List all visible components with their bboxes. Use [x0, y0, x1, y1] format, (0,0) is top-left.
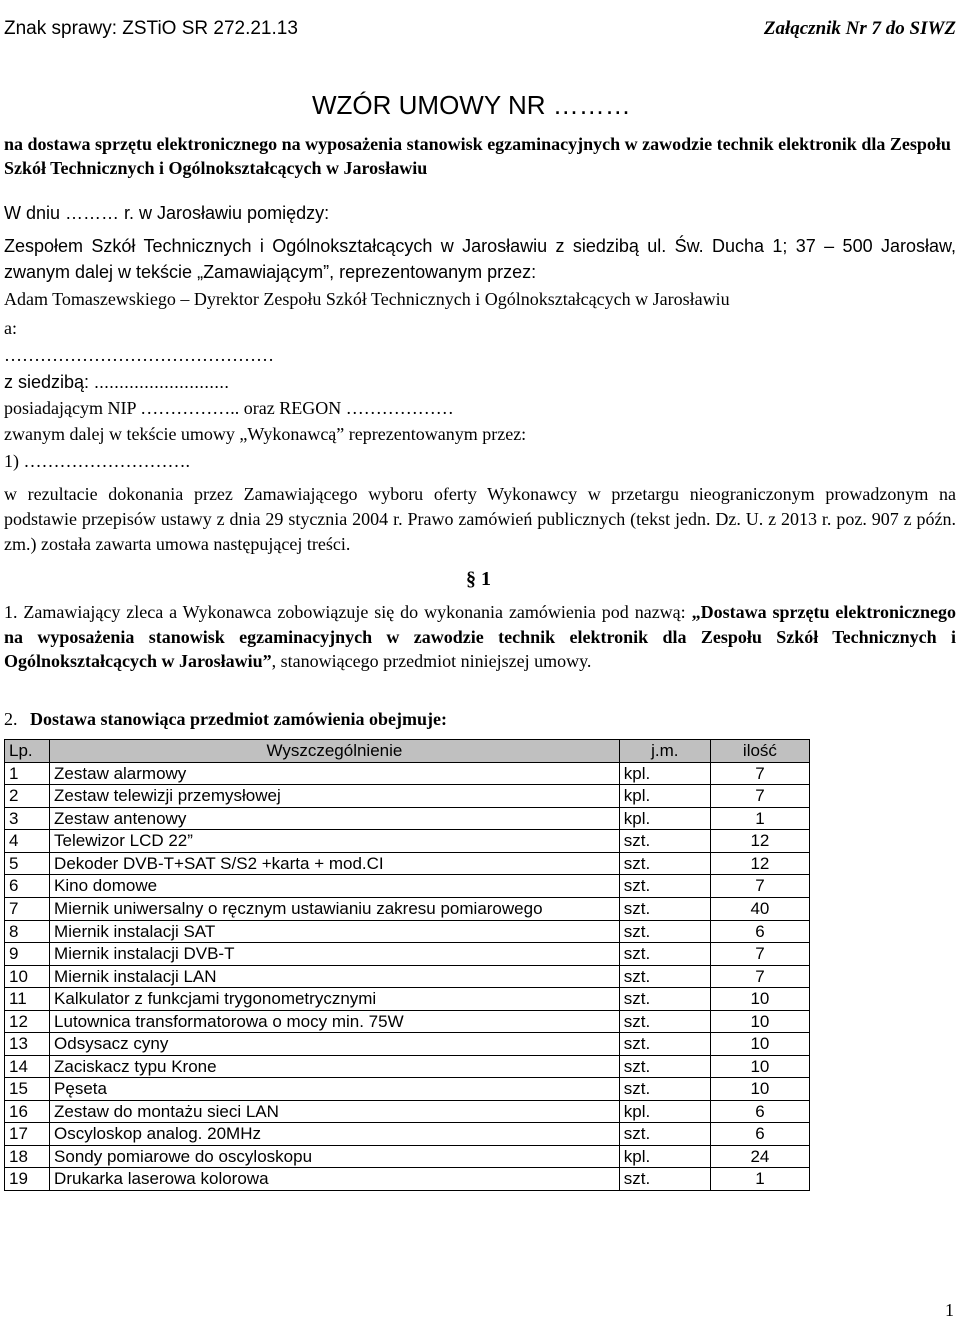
- cell-description: Zestaw antenowy: [50, 807, 620, 830]
- contractor-name-placeholder: ………………………………………: [4, 345, 274, 365]
- cell-unit: szt.: [619, 830, 710, 853]
- table-row: [5, 1100, 810, 1123]
- cell-quantity: 10: [710, 988, 809, 1011]
- cell-description: Lutownica transformatorowa o mocy min. 75W: [50, 1010, 620, 1033]
- cell-lp: 2: [5, 785, 50, 808]
- table-row: [5, 762, 810, 785]
- cell-unit: szt.: [619, 943, 710, 966]
- cell-lp: 18: [5, 1145, 50, 1168]
- table-row: [5, 1123, 810, 1146]
- cell-quantity: 7: [710, 965, 809, 988]
- cell-lp: 11: [5, 988, 50, 1011]
- and-label: a:: [4, 318, 17, 338]
- cell-quantity: 6: [710, 1100, 809, 1123]
- cell-unit: kpl.: [619, 807, 710, 830]
- party1-paragraph: Zespołem Szkół Technicznych i Ogólnokształcących w Jarosławiu z siedzibą ul. Św. Ducha 1; 37 – 500 Jarosław, zwanym dalej w tekście „Zamawiającym”, reprezentowanym przez:: [4, 236, 956, 282]
- cell-description: Kino domowe: [50, 875, 620, 898]
- cell-description: Kalkulator z funkcjami trygonometrycznymi: [50, 988, 620, 1011]
- table-row: [5, 785, 810, 808]
- cell-quantity: 10: [710, 1078, 809, 1101]
- header-description: Wyszczególnienie: [50, 740, 620, 763]
- point2-text: Dostawa stanowiąca przedmiot zamówienia obejmuje:: [30, 709, 447, 729]
- cell-quantity: 1: [710, 1168, 809, 1191]
- section-heading: § 1: [466, 568, 491, 590]
- cell-quantity: 10: [710, 1055, 809, 1078]
- cell-unit: szt.: [619, 988, 710, 1011]
- cell-lp: 14: [5, 1055, 50, 1078]
- table-row: [5, 1010, 810, 1033]
- cell-description: Sondy pomiarowe do oscyloskopu: [50, 1145, 620, 1168]
- cell-lp: 10: [5, 965, 50, 988]
- point1-order-name: „Dostawa sprzętu elektronicznego na wyposażenia stanowisk egzaminacyjnych w zawodzie technik elektronik dla Zespołu Szkół Technicznych i Ogólnokształcących w Jarosławiu”: [4, 602, 956, 671]
- cell-quantity: 7: [710, 943, 809, 966]
- cell-description: Miernik instalacji SAT: [50, 920, 620, 943]
- table-body: [5, 762, 810, 1190]
- case-number: Znak sprawy: ZSTiO SR 272.21.13: [4, 18, 298, 39]
- cell-unit: szt.: [619, 965, 710, 988]
- table-row: [5, 1078, 810, 1101]
- table-row: [5, 1055, 810, 1078]
- cell-unit: kpl.: [619, 785, 710, 808]
- cell-description: Odsysacz cyny: [50, 1033, 620, 1056]
- section1-point1: [4, 600, 956, 674]
- table-row: [5, 1033, 810, 1056]
- cell-description: Telewizor LCD 22”: [50, 830, 620, 853]
- cell-description: Miernik uniwersalny o ręcznym ustawianiu zakresu pomiarowego: [50, 897, 620, 920]
- cell-quantity: 40: [710, 897, 809, 920]
- table-header-row: [5, 740, 810, 763]
- result-paragraph: w rezultacie dokonania przez Zamawiającego wyboru oferty Wykonawcy w przetargu nieograniczonym prowadzonym na podstawie przepisów ustawy z dnia 29 stycznia 2004 r. Prawo zamówień publicznych (tekst jedn. Dz. U. z 2013 r. poz. 907 z późn. zm.) została zawarta umowa następującej treści.: [4, 484, 956, 554]
- table-row: [5, 897, 810, 920]
- cell-unit: szt.: [619, 897, 710, 920]
- header-lp: Lp.: [5, 740, 50, 763]
- representative-line: Adam Tomaszewskiego – Dyrektor Zespołu Szkół Technicznych i Ogólnokształcących w Jarosławiu: [4, 289, 730, 309]
- cell-unit: szt.: [619, 920, 710, 943]
- cell-unit: szt.: [619, 1055, 710, 1078]
- items-table: [4, 739, 810, 1191]
- cell-lp: 13: [5, 1033, 50, 1056]
- cell-lp: 9: [5, 943, 50, 966]
- cell-quantity: 7: [710, 875, 809, 898]
- document-title: WZÓR UMOWY NR ………: [312, 90, 631, 120]
- cell-unit: kpl.: [619, 1100, 710, 1123]
- cell-unit: szt.: [619, 1078, 710, 1101]
- cell-unit: szt.: [619, 1010, 710, 1033]
- contractor-rep-1: 1) ……………………….: [4, 451, 190, 471]
- page-number: 1: [945, 1300, 954, 1320]
- contract-subject: na dostawa sprzętu elektronicznego na wyposażenia stanowisk egzaminacyjnych w zawodzie technik elektronik dla Zespołu Szkół Technicznych i Ogólnokształcących w Jarosławiu: [4, 134, 951, 178]
- header-unit: j.m.: [619, 740, 710, 763]
- table-row: [5, 943, 810, 966]
- cell-lp: 15: [5, 1078, 50, 1101]
- cell-unit: szt.: [619, 1123, 710, 1146]
- cell-quantity: 24: [710, 1145, 809, 1168]
- header-quantity: ilość: [710, 740, 809, 763]
- cell-unit: kpl.: [619, 762, 710, 785]
- point1-lead: 1. Zamawiający zleca a Wykonawca zobowiązuje się do wykonania zamówienia pod nazwą:: [4, 602, 692, 622]
- cell-unit: szt.: [619, 1033, 710, 1056]
- cell-description: Zestaw telewizji przemysłowej: [50, 785, 620, 808]
- cell-description: Pęseta: [50, 1078, 620, 1101]
- cell-lp: 4: [5, 830, 50, 853]
- cell-quantity: 6: [710, 1123, 809, 1146]
- cell-description: Zaciskacz typu Krone: [50, 1055, 620, 1078]
- cell-quantity: 7: [710, 762, 809, 785]
- table-row: [5, 988, 810, 1011]
- point1-tail: , stanowiącego przedmiot niniejszej umowy.: [271, 651, 592, 671]
- contractor-line: zwanym dalej w tekście umowy „Wykonawcą” reprezentowanym przez:: [4, 424, 527, 444]
- table-row: [5, 920, 810, 943]
- table-row: [5, 830, 810, 853]
- table-row: [5, 875, 810, 898]
- cell-lp: 12: [5, 1010, 50, 1033]
- cell-unit: szt.: [619, 875, 710, 898]
- cell-lp: 1: [5, 762, 50, 785]
- cell-quantity: 7: [710, 785, 809, 808]
- cell-description: Miernik instalacji LAN: [50, 965, 620, 988]
- cell-lp: 16: [5, 1100, 50, 1123]
- table-row: [5, 965, 810, 988]
- point2-number: 2.: [4, 709, 18, 729]
- cell-lp: 8: [5, 920, 50, 943]
- cell-description: Zestaw alarmowy: [50, 762, 620, 785]
- cell-lp: 3: [5, 807, 50, 830]
- table-row: [5, 1145, 810, 1168]
- contractor-seat: z siedzibą: ...........................: [4, 372, 230, 392]
- cell-quantity: 10: [710, 1033, 809, 1056]
- cell-description: Oscyloskop analog. 20MHz: [50, 1123, 620, 1146]
- nip-regon-line: posiadającym NIP …………….. oraz REGON ………………: [4, 398, 454, 418]
- table-row: [5, 852, 810, 875]
- cell-description: Zestaw do montażu sieci LAN: [50, 1100, 620, 1123]
- table-row: [5, 807, 810, 830]
- table-row: [5, 1168, 810, 1191]
- cell-unit: szt.: [619, 852, 710, 875]
- cell-quantity: 12: [710, 830, 809, 853]
- cell-description: Dekoder DVB-T+SAT S/S2 +karta + mod.CI: [50, 852, 620, 875]
- cell-quantity: 6: [710, 920, 809, 943]
- cell-description: Drukarka laserowa kolorowa: [50, 1168, 620, 1191]
- cell-lp: 17: [5, 1123, 50, 1146]
- cell-lp: 19: [5, 1168, 50, 1191]
- cell-quantity: 1: [710, 807, 809, 830]
- annex-label: Załącznik Nr 7 do SIWZ: [763, 18, 956, 39]
- cell-lp: 7: [5, 897, 50, 920]
- cell-lp: 6: [5, 875, 50, 898]
- date-line: W dniu ……… r. w Jarosławiu pomiędzy:: [4, 203, 330, 223]
- cell-unit: szt.: [619, 1168, 710, 1191]
- section1-point2: [4, 709, 447, 730]
- cell-lp: 5: [5, 852, 50, 875]
- cell-unit: kpl.: [619, 1145, 710, 1168]
- cell-quantity: 10: [710, 1010, 809, 1033]
- cell-quantity: 12: [710, 852, 809, 875]
- cell-description: Miernik instalacji DVB-T: [50, 943, 620, 966]
